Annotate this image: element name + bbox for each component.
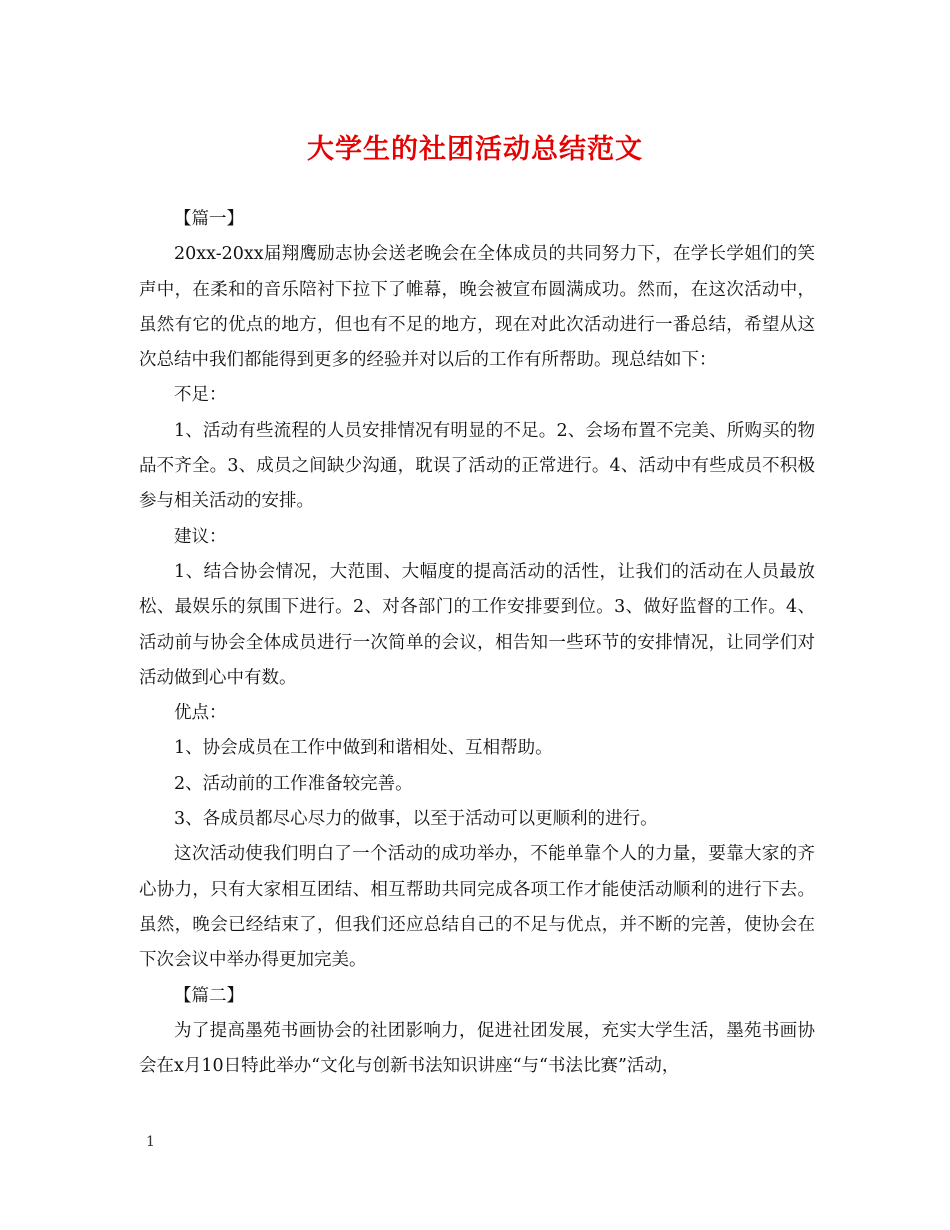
paragraph: 1、活动有些流程的人员安排情况有明显的不足。2、会场布置不完美、所购买的物品不齐全。3、成员之间缺少沟通，耽误了活动的正常进行。4、活动中有些成员不积极参与相关活动的安排。 — [139, 420, 815, 512]
subheading-strengths: 优点： — [174, 703, 227, 724]
paragraph: 20xx-20xx届翔鹰励志协会送老晚会在全体成员的共同努力下，在学长学姐们的笑声中，在柔和的音乐陪衬下拉下了帷幕，晚会被宣布圆满成功。然而，在这次活动中，虽然有它的优点的地方，但也有不足的地方，现在对此次活动进行一番总结，希望从这次总结中我们都能得到更多的经验并对以后的工作有所帮助。现总结如下： — [139, 244, 815, 371]
subheading-shortcomings: 不足： — [174, 385, 227, 406]
list-item: 2、活动前的工作准备较完善。 — [174, 773, 413, 794]
paragraph: 为了提高墨苑书画协会的社团影响力，促进社团发展，充实大学生活，墨苑书画协会在x月10日特此举办“文化与创新书法知识讲座“与“书法比赛”活动， — [139, 1020, 815, 1077]
section-heading-2: 【篇二】 — [174, 985, 244, 1006]
list-item: 3、各成员都尽心尽力的做事，以至于活动可以更顺利的进行。 — [174, 809, 658, 830]
subheading-suggestions: 建议： — [174, 526, 227, 547]
list-item: 1、协会成员在工作中做到和谐相处、互相帮助。 — [174, 738, 553, 759]
section-heading-1: 【篇一】 — [174, 209, 244, 229]
paragraph: 这次活动使我们明白了一个活动的成功举办，不能单靠个人的力量，要靠大家的齐心协力，只有大家相互团结、相互帮助共同完成各项工作才能使活动顺利的进行下去。虽然，晚会已经结束了，但我们还应总结自己的不足与优点，并不断的完善，使协会在下次会议中举办得更加完美。 — [139, 844, 815, 971]
paragraph: 1、结合协会情况，大范围、大幅度的提高活动的活性，让我们的活动在人员最放松、最娱乐的氛围下进行。2、对各部门的工作安排要到位。3、做好监督的工作。4、活动前与协会全体成员进行一次简单的会议，相告知一些环节的安排情况，让同学们对活动做到心中有数。 — [139, 561, 815, 688]
document-body — [139, 202, 815, 1084]
document-title: 大学生的社团活动总结范文 — [307, 134, 643, 165]
page-number: 1 — [146, 1134, 155, 1150]
